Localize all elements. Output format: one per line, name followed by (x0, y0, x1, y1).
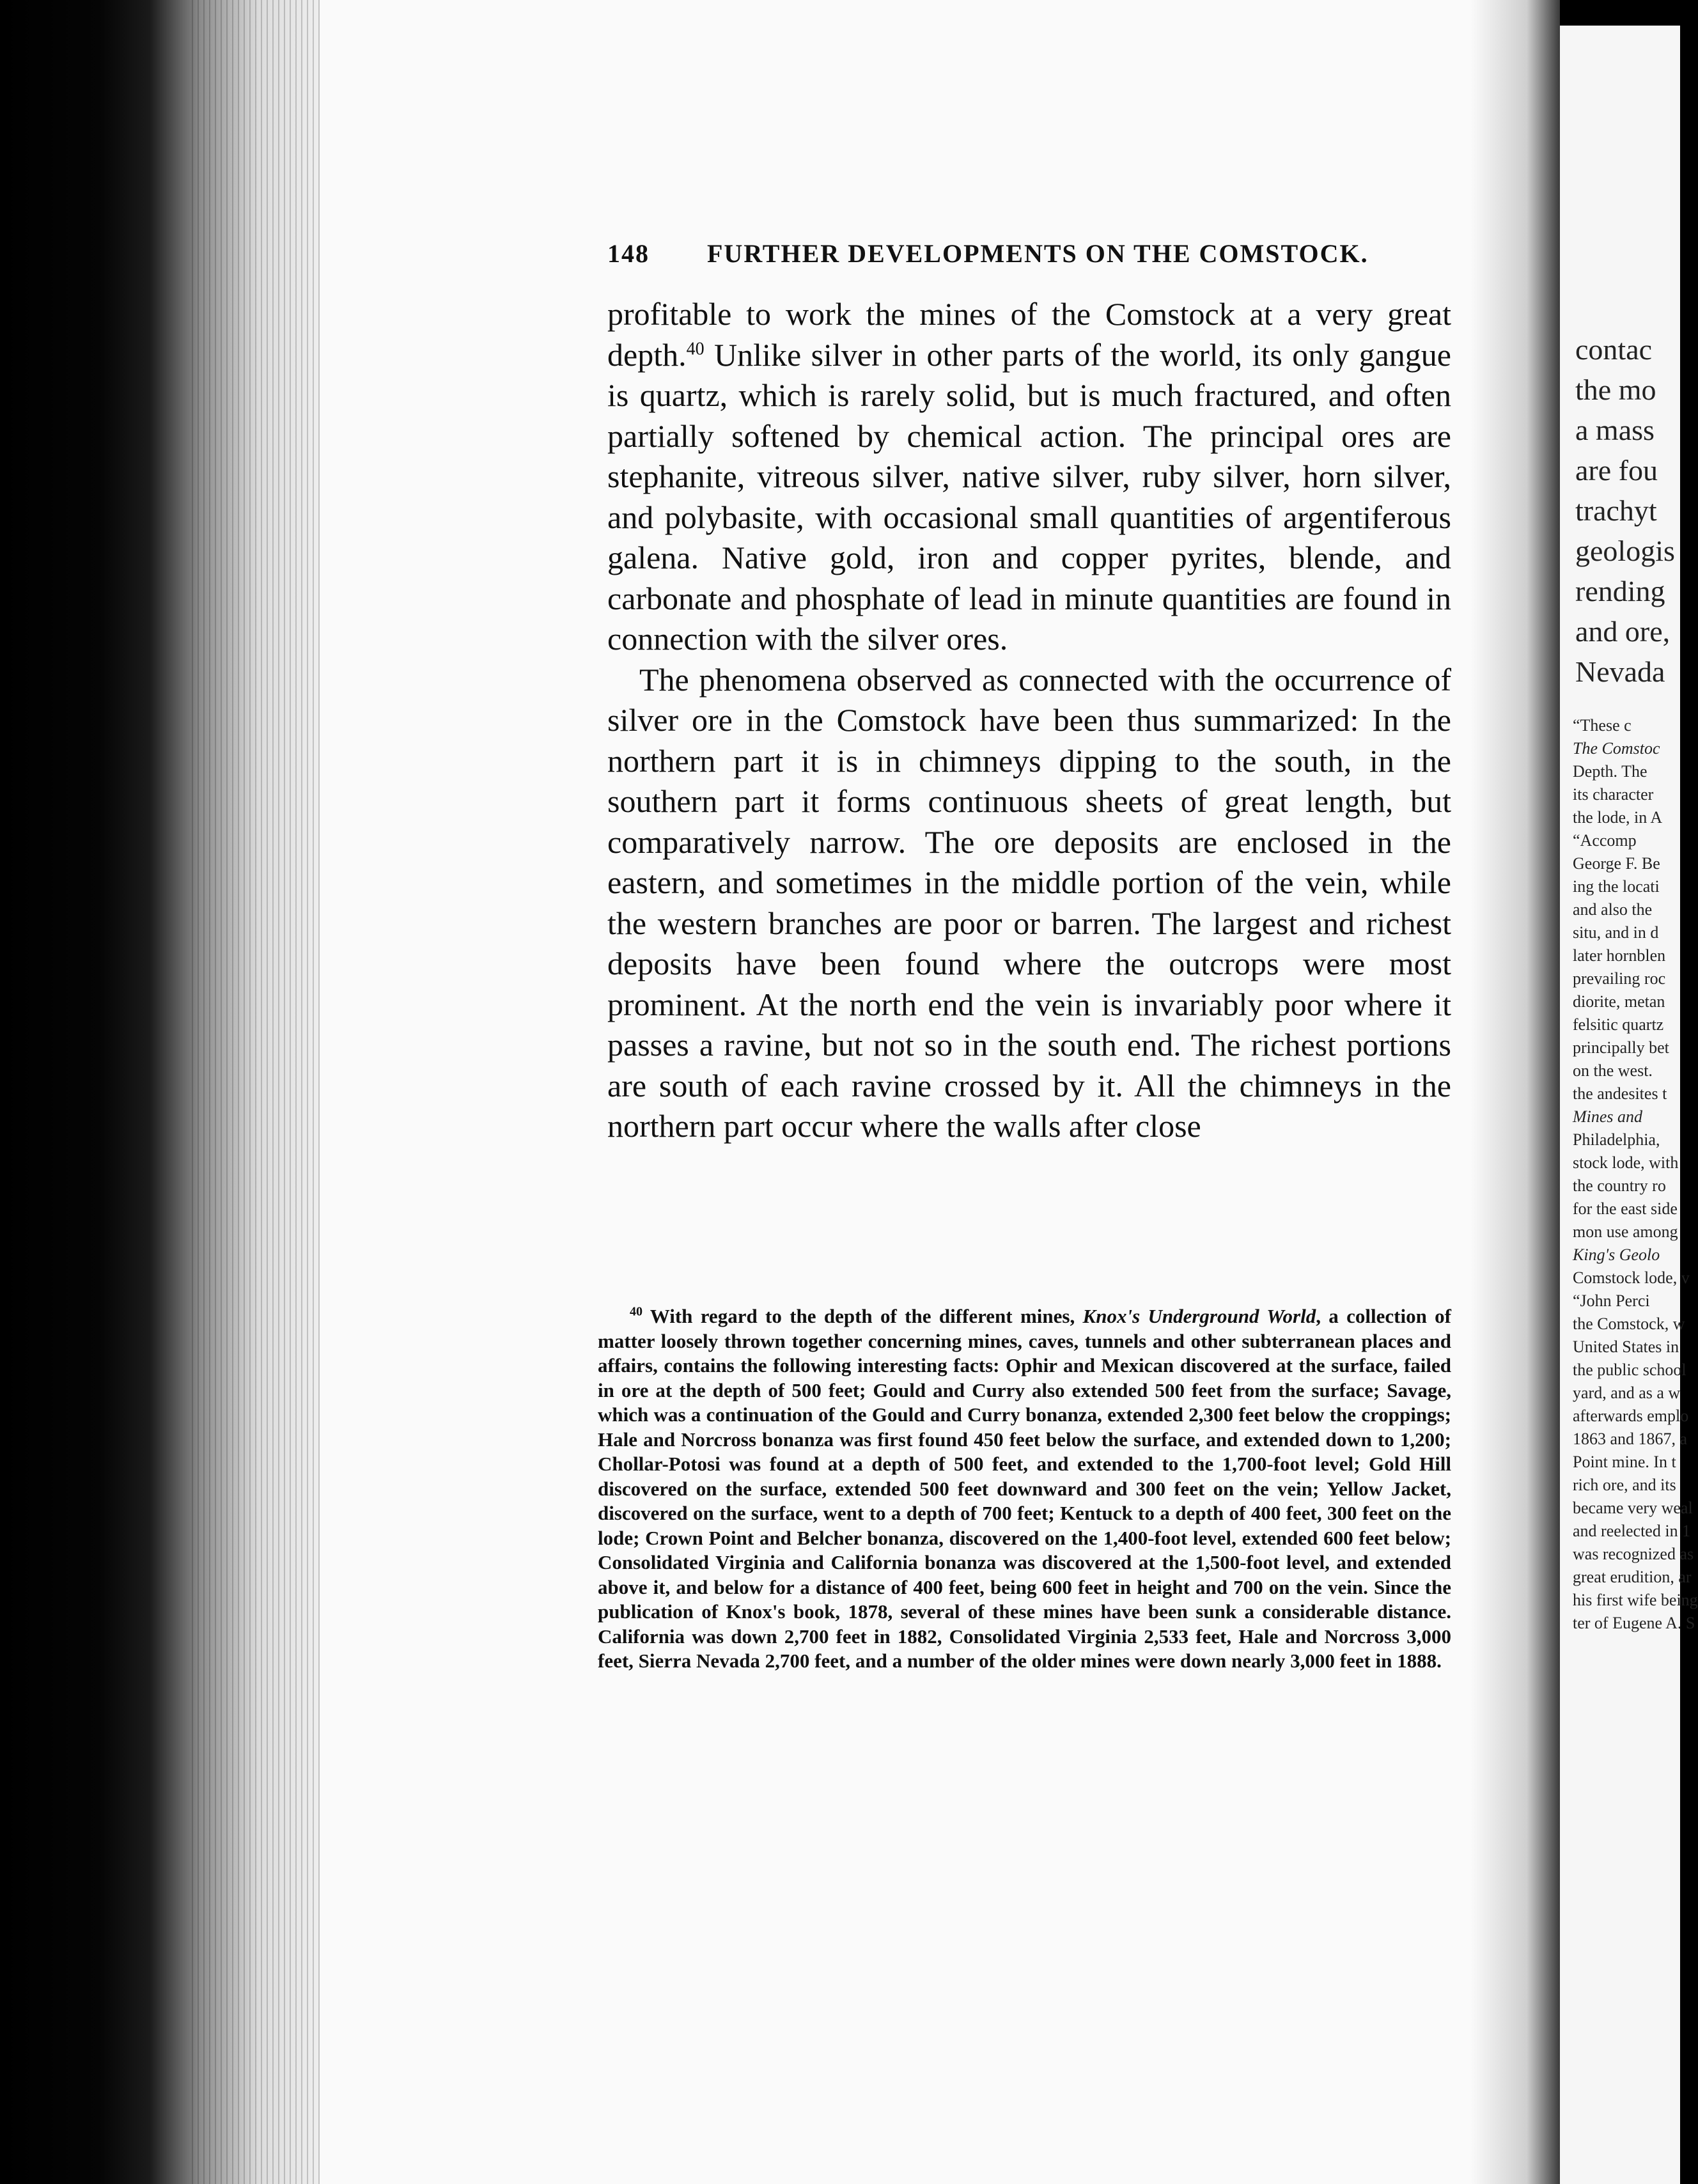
right-page-note: great erudition, ar (1573, 1568, 1692, 1586)
right-page-note: the andesites t (1573, 1084, 1667, 1103)
paragraph: The phenomena observed as connected with the occurrence of silver ore in the Comstock have been thus summarized: In the northern part it is in chimneys dipping to the south, in the southern part it forms continuous sheets of great length, but comparatively narrow. The ore deposits are enclosed in the eastern, and sometimes in the middle portion of the vein, while the western branches are poor or barren. The largest and richest deposits have been found where the outcrops were most prominent. At the north end the vein is invariably poor where it passes a ravine, but not so in the south end. The richest portions are south of each ravine crossed by it. All the chimneys in the northern part occur where the walls after close (607, 661, 1451, 1144)
right-page-note: and also the (1573, 900, 1653, 919)
right-page-note: its character (1573, 785, 1654, 804)
right-page-note: prevailing roc (1573, 969, 1666, 988)
right-page-note: rich ore, and its (1573, 1476, 1676, 1494)
right-page-note: became very weal (1573, 1499, 1693, 1517)
right-page (1560, 26, 1698, 2184)
right-page-note: Philadelphia, (1573, 1130, 1660, 1149)
right-page-note: The Comstoc (1573, 739, 1660, 758)
right-page-note: diorite, metan (1573, 992, 1665, 1011)
right-page-line: and ore, (1575, 615, 1671, 648)
paragraph-text: Unlike silver in other parts of the world, its only gangue is quartz, which is rarely solid, but is much fractured, and often partially softened by chemical action. The principal ores are stephanite, vitreous silver, native silver, ruby silver, horn silver, and polybasite, with occasional small quantities of argentiferous galena. Native gold, iron and copper pyrites, blende, and carbonate and phosphate of lead in minute quantities are found in connection with the silver ores. (607, 336, 1451, 657)
right-page-note: afterwards emplo (1573, 1407, 1689, 1425)
book-gutter (1470, 0, 1573, 2184)
right-page-line: geologis (1575, 534, 1675, 567)
page-edge-lines (192, 0, 332, 2184)
right-page-note: felsitic quartz (1573, 1015, 1664, 1034)
running-head (607, 235, 1369, 271)
right-page-line: trachyt (1575, 494, 1657, 527)
right-page-note: his first wife being (1573, 1591, 1698, 1609)
right-page-note: the public school (1573, 1361, 1686, 1379)
right-page-note: was recognized as (1573, 1545, 1694, 1563)
right-page-line: the mo (1575, 373, 1656, 406)
right-page-note: ter of Eugene A. S (1573, 1614, 1695, 1632)
footnote-paragraph (598, 1304, 1451, 1674)
right-page-note: Comstock lode, v (1573, 1268, 1690, 1287)
right-page-note: Depth. The (1573, 762, 1647, 781)
right-page-note: and reelected in 1 (1573, 1522, 1691, 1540)
footnote-mark: 40 (630, 1304, 643, 1319)
footnote-text: , a collection of matter loosely thrown together concerning mines, caves, tunnels and other subterranean places and affairs, contains the following interesting facts: Ophir and Mexican discovered at the surface, failed in ore at the depth of 500 feet; Gould and Curry also extended 500 feet from the surface; Savage, which was a continuation of the Gould and Curry bonanza, extended 2,300 feet below the croppings; Hale and Norcross bonanza was first found 450 feet below the surface, and extended down to 1,200; Chollar-Potosi was found at a depth of 500 feet, and extended to the 1,700-foot level; Gold Hill discovered on the surface, extended 500 feet downward and 300 feet on the vein; Yellow Jacket, discovered on the surface, went to a depth of 700 feet; Kentuck to a depth of 400 feet, 300 feet on the lode; Crown Point and Belcher bonanza, discovered on the 1,400-foot level, extended 600 feet below; Consolidated Virginia and California bonanza was discovered at the 1,500-foot level, and extended above it, and below for a distance of 400 feet, being 600 feet in height and 700 on the vein. Since the publication of Knox's book, 1878, several of these mines have been sunk a considerable distance. California was down 2,700 feet in 1882, Consolidated Virginia 2,533 feet, Hale and Norcross 3,000 feet, Sierra Nevada 2,700 feet, and a number of the older mines were down nearly 3,000 feet in 1888. (598, 1305, 1451, 1672)
right-page-note: later hornblen (1573, 946, 1666, 965)
right-page-note: “Accomp (1573, 831, 1637, 850)
right-page-note: stock lode, with (1573, 1153, 1679, 1172)
right-page-note: King's Geolo (1573, 1245, 1660, 1264)
right-page-note: Point mine. In t (1573, 1453, 1676, 1471)
paragraph-text: profitable to work the mines of the Comstock at a very great depth. (607, 296, 1451, 373)
right-page-note: “John Perci (1573, 1291, 1650, 1310)
book-title: Knox's Underground World (1082, 1305, 1316, 1327)
footnote (598, 1304, 1451, 1674)
right-page-line: Nevada (1575, 655, 1665, 688)
right-page-note: situ, and in d (1573, 923, 1659, 942)
right-page-note: ing the locati (1573, 877, 1660, 896)
page-number: 148 (607, 238, 650, 268)
right-page-shadow (1560, 0, 1680, 26)
paragraph (607, 294, 1451, 660)
right-page-note: principally bet (1573, 1038, 1669, 1057)
right-page-note: mon use among (1573, 1222, 1678, 1241)
footnote-reference: 40 (686, 338, 705, 359)
right-page-line: are fou (1575, 454, 1658, 487)
right-page-note: the Comstock, w (1573, 1314, 1685, 1333)
right-page-note: Mines and (1573, 1107, 1643, 1126)
running-title: FURTHER DEVELOPMENTS ON THE COMSTOCK. (707, 238, 1369, 268)
right-page-note: United States in (1573, 1338, 1679, 1356)
right-page-note: the country ro (1573, 1176, 1666, 1195)
footnote-intro: With regard to the depth of the different mines, (650, 1305, 1083, 1327)
right-page-note: yard, and as a w (1573, 1384, 1681, 1402)
right-page-line: rending (1575, 575, 1665, 607)
right-page-line: contac (1575, 333, 1653, 366)
right-page-note: for the east side (1573, 1199, 1678, 1218)
right-page-line: a mass (1575, 414, 1655, 446)
right-page-note: the lode, in A (1573, 808, 1663, 827)
body-text (607, 294, 1451, 1147)
right-page-note: on the west. (1573, 1061, 1653, 1080)
right-page-note: 1863 and 1867, a (1573, 1430, 1688, 1448)
right-page-note: “These c (1573, 716, 1632, 735)
right-page-note: George F. Be (1573, 854, 1660, 873)
